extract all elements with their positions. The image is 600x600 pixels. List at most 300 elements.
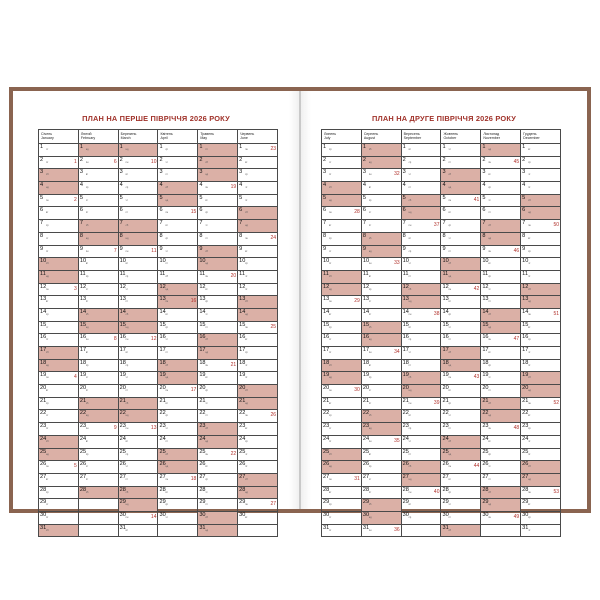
day-cell[interactable] <box>118 359 158 372</box>
day-cell[interactable] <box>118 232 158 245</box>
day-cell[interactable] <box>198 258 238 271</box>
day-cell[interactable] <box>481 207 521 220</box>
day-cell[interactable] <box>361 270 401 283</box>
day-cell[interactable] <box>39 486 79 499</box>
day-cell[interactable] <box>158 410 198 423</box>
day-cell[interactable] <box>118 410 158 423</box>
day-cell[interactable] <box>481 372 521 385</box>
day-cell[interactable] <box>118 245 158 258</box>
day-cell[interactable] <box>238 182 278 195</box>
day-cell[interactable] <box>78 410 118 423</box>
day-cell[interactable] <box>198 334 238 347</box>
day-cell[interactable] <box>238 245 278 258</box>
day-cell[interactable] <box>238 397 278 410</box>
day-cell[interactable] <box>481 169 521 182</box>
day-cell[interactable] <box>361 486 401 499</box>
day-cell[interactable] <box>401 359 441 372</box>
day-cell[interactable] <box>401 283 441 296</box>
day-cell[interactable] <box>238 486 278 499</box>
day-cell[interactable] <box>361 423 401 436</box>
day-cell[interactable] <box>521 308 561 321</box>
day-cell[interactable] <box>118 296 158 309</box>
day-cell[interactable] <box>481 258 521 271</box>
day-cell[interactable] <box>322 359 362 372</box>
day-cell[interactable] <box>322 473 362 486</box>
day-cell[interactable] <box>198 321 238 334</box>
day-cell[interactable] <box>238 308 278 321</box>
day-cell[interactable] <box>198 283 238 296</box>
day-cell[interactable] <box>198 473 238 486</box>
day-cell[interactable] <box>118 499 158 512</box>
day-cell[interactable] <box>521 296 561 309</box>
day-cell[interactable] <box>361 182 401 195</box>
day-cell[interactable] <box>118 283 158 296</box>
day-cell[interactable] <box>401 499 441 512</box>
day-cell[interactable] <box>521 372 561 385</box>
day-cell[interactable] <box>39 334 79 347</box>
day-cell[interactable] <box>521 207 561 220</box>
day-cell[interactable] <box>401 169 441 182</box>
day-cell[interactable] <box>39 144 79 157</box>
day-cell[interactable] <box>361 207 401 220</box>
day-cell[interactable] <box>198 169 238 182</box>
day-cell[interactable] <box>158 220 198 233</box>
day-cell[interactable] <box>198 232 238 245</box>
day-cell[interactable] <box>198 270 238 283</box>
day-cell[interactable] <box>78 397 118 410</box>
day-cell[interactable] <box>118 220 158 233</box>
day-cell[interactable] <box>158 270 198 283</box>
day-cell[interactable] <box>78 423 118 436</box>
day-cell[interactable] <box>118 435 158 448</box>
day-cell[interactable] <box>481 296 521 309</box>
day-cell[interactable] <box>198 397 238 410</box>
day-cell[interactable] <box>118 144 158 157</box>
day-cell[interactable] <box>118 385 158 398</box>
day-cell[interactable] <box>198 448 238 461</box>
day-cell[interactable] <box>198 220 238 233</box>
day-cell[interactable] <box>401 486 441 499</box>
day-cell[interactable] <box>441 232 481 245</box>
day-cell[interactable] <box>78 435 118 448</box>
day-cell[interactable] <box>158 321 198 334</box>
day-cell[interactable] <box>401 448 441 461</box>
day-cell[interactable] <box>361 258 401 271</box>
day-cell[interactable] <box>521 220 561 233</box>
day-cell[interactable] <box>238 296 278 309</box>
day-cell[interactable] <box>78 144 118 157</box>
day-cell[interactable] <box>521 359 561 372</box>
day-cell[interactable] <box>441 448 481 461</box>
day-cell[interactable] <box>78 270 118 283</box>
day-cell[interactable] <box>39 207 79 220</box>
day-cell[interactable] <box>78 473 118 486</box>
day-cell[interactable] <box>361 385 401 398</box>
day-cell[interactable] <box>441 220 481 233</box>
day-cell[interactable] <box>198 435 238 448</box>
day-cell[interactable] <box>441 486 481 499</box>
day-cell[interactable] <box>198 144 238 157</box>
day-cell[interactable] <box>78 385 118 398</box>
day-cell[interactable] <box>39 448 79 461</box>
day-cell[interactable] <box>521 156 561 169</box>
day-cell[interactable] <box>238 144 278 157</box>
day-cell[interactable] <box>118 461 158 474</box>
day-cell[interactable] <box>118 372 158 385</box>
day-cell[interactable] <box>481 283 521 296</box>
day-cell[interactable] <box>78 448 118 461</box>
day-cell[interactable] <box>322 321 362 334</box>
day-cell[interactable] <box>198 308 238 321</box>
day-cell[interactable] <box>401 473 441 486</box>
day-cell[interactable] <box>481 473 521 486</box>
day-cell[interactable] <box>361 448 401 461</box>
day-cell[interactable] <box>78 169 118 182</box>
day-cell[interactable] <box>401 308 441 321</box>
day-cell[interactable] <box>361 347 401 360</box>
day-cell[interactable] <box>238 207 278 220</box>
day-cell[interactable] <box>158 258 198 271</box>
day-cell[interactable] <box>158 207 198 220</box>
day-cell[interactable] <box>441 296 481 309</box>
day-cell[interactable] <box>158 423 198 436</box>
day-cell[interactable] <box>441 359 481 372</box>
day-cell[interactable] <box>441 207 481 220</box>
day-cell[interactable] <box>322 194 362 207</box>
day-cell[interactable] <box>481 321 521 334</box>
day-cell[interactable] <box>481 385 521 398</box>
day-cell[interactable] <box>118 169 158 182</box>
day-cell[interactable] <box>238 156 278 169</box>
day-cell[interactable] <box>39 397 79 410</box>
day-cell[interactable] <box>198 359 238 372</box>
day-cell[interactable] <box>118 448 158 461</box>
day-cell[interactable] <box>441 461 481 474</box>
day-cell[interactable] <box>118 423 158 436</box>
day-cell[interactable] <box>238 473 278 486</box>
day-cell[interactable] <box>158 511 198 524</box>
day-cell[interactable] <box>158 156 198 169</box>
day-cell[interactable] <box>481 359 521 372</box>
day-cell[interactable] <box>361 511 401 524</box>
day-cell[interactable] <box>441 435 481 448</box>
day-cell[interactable] <box>39 499 79 512</box>
day-cell[interactable] <box>39 308 79 321</box>
day-cell[interactable] <box>401 232 441 245</box>
day-cell[interactable] <box>78 283 118 296</box>
day-cell[interactable] <box>481 245 521 258</box>
day-cell[interactable] <box>481 194 521 207</box>
day-cell[interactable] <box>238 435 278 448</box>
day-cell[interactable] <box>39 258 79 271</box>
day-cell[interactable] <box>322 296 362 309</box>
day-cell[interactable] <box>361 334 401 347</box>
day-cell[interactable] <box>39 359 79 372</box>
day-cell[interactable] <box>198 410 238 423</box>
day-cell[interactable] <box>158 473 198 486</box>
day-cell[interactable] <box>39 182 79 195</box>
day-cell[interactable] <box>158 461 198 474</box>
day-cell[interactable] <box>322 423 362 436</box>
day-cell[interactable] <box>441 397 481 410</box>
day-cell[interactable] <box>521 473 561 486</box>
day-cell[interactable] <box>481 410 521 423</box>
day-cell[interactable] <box>361 156 401 169</box>
day-cell[interactable] <box>118 347 158 360</box>
day-cell[interactable] <box>118 308 158 321</box>
day-cell[interactable] <box>401 511 441 524</box>
day-cell[interactable] <box>158 347 198 360</box>
day-cell[interactable] <box>78 207 118 220</box>
day-cell[interactable] <box>441 308 481 321</box>
day-cell[interactable] <box>78 194 118 207</box>
day-cell[interactable] <box>238 448 278 461</box>
day-cell[interactable] <box>39 245 79 258</box>
day-cell[interactable] <box>238 410 278 423</box>
day-cell[interactable] <box>361 296 401 309</box>
day-cell[interactable] <box>118 321 158 334</box>
day-cell[interactable] <box>401 182 441 195</box>
day-cell[interactable] <box>361 308 401 321</box>
day-cell[interactable] <box>238 283 278 296</box>
day-cell[interactable] <box>521 347 561 360</box>
day-cell[interactable] <box>361 372 401 385</box>
day-cell[interactable] <box>238 232 278 245</box>
day-cell[interactable] <box>441 156 481 169</box>
day-cell[interactable] <box>401 435 441 448</box>
day-cell[interactable] <box>238 461 278 474</box>
day-cell[interactable] <box>401 258 441 271</box>
day-cell[interactable] <box>441 321 481 334</box>
day-cell[interactable] <box>322 270 362 283</box>
day-cell[interactable] <box>238 499 278 512</box>
day-cell[interactable] <box>401 321 441 334</box>
day-cell[interactable] <box>158 169 198 182</box>
day-cell[interactable] <box>158 397 198 410</box>
day-cell[interactable] <box>322 410 362 423</box>
day-cell[interactable] <box>401 334 441 347</box>
day-cell[interactable] <box>441 182 481 195</box>
day-cell[interactable] <box>118 524 158 537</box>
day-cell[interactable] <box>322 435 362 448</box>
day-cell[interactable] <box>521 423 561 436</box>
day-cell[interactable] <box>441 372 481 385</box>
day-cell[interactable] <box>481 156 521 169</box>
day-cell[interactable] <box>441 245 481 258</box>
day-cell[interactable] <box>401 385 441 398</box>
day-cell[interactable] <box>78 372 118 385</box>
day-cell[interactable] <box>441 194 481 207</box>
day-cell[interactable] <box>322 385 362 398</box>
day-cell[interactable] <box>481 347 521 360</box>
day-cell[interactable] <box>158 308 198 321</box>
day-cell[interactable] <box>401 410 441 423</box>
day-cell[interactable] <box>238 270 278 283</box>
day-cell[interactable] <box>441 385 481 398</box>
day-cell[interactable] <box>361 194 401 207</box>
day-cell[interactable] <box>521 334 561 347</box>
day-cell[interactable] <box>401 144 441 157</box>
day-cell[interactable] <box>238 359 278 372</box>
day-cell[interactable] <box>481 499 521 512</box>
day-cell[interactable] <box>78 182 118 195</box>
day-cell[interactable] <box>322 334 362 347</box>
day-cell[interactable] <box>481 334 521 347</box>
day-cell[interactable] <box>361 283 401 296</box>
day-cell[interactable] <box>322 156 362 169</box>
day-cell[interactable] <box>521 385 561 398</box>
day-cell[interactable] <box>238 258 278 271</box>
day-cell[interactable] <box>521 258 561 271</box>
day-cell[interactable] <box>39 524 79 537</box>
day-cell[interactable] <box>198 385 238 398</box>
day-cell[interactable] <box>118 473 158 486</box>
day-cell[interactable] <box>481 461 521 474</box>
day-cell[interactable] <box>361 169 401 182</box>
day-cell[interactable] <box>521 245 561 258</box>
day-cell[interactable] <box>158 194 198 207</box>
day-cell[interactable] <box>198 182 238 195</box>
day-cell[interactable] <box>118 194 158 207</box>
day-cell[interactable] <box>441 270 481 283</box>
day-cell[interactable] <box>39 511 79 524</box>
day-cell[interactable] <box>158 283 198 296</box>
day-cell[interactable] <box>198 207 238 220</box>
day-cell[interactable] <box>198 486 238 499</box>
day-cell[interactable] <box>198 372 238 385</box>
day-cell[interactable] <box>39 321 79 334</box>
day-cell[interactable] <box>361 461 401 474</box>
day-cell[interactable] <box>78 359 118 372</box>
day-cell[interactable] <box>118 207 158 220</box>
day-cell[interactable] <box>521 182 561 195</box>
day-cell[interactable] <box>39 410 79 423</box>
day-cell[interactable] <box>322 461 362 474</box>
day-cell[interactable] <box>401 347 441 360</box>
day-cell[interactable] <box>198 245 238 258</box>
day-cell[interactable] <box>39 194 79 207</box>
day-cell[interactable] <box>322 448 362 461</box>
day-cell[interactable] <box>158 435 198 448</box>
day-cell[interactable] <box>39 220 79 233</box>
day-cell[interactable] <box>78 245 118 258</box>
day-cell[interactable] <box>521 524 561 537</box>
day-cell[interactable] <box>39 435 79 448</box>
day-cell[interactable] <box>361 245 401 258</box>
day-cell[interactable] <box>158 245 198 258</box>
day-cell[interactable] <box>322 499 362 512</box>
day-cell[interactable] <box>158 359 198 372</box>
day-cell[interactable] <box>39 473 79 486</box>
day-cell[interactable] <box>78 258 118 271</box>
day-cell[interactable] <box>481 270 521 283</box>
day-cell[interactable] <box>521 410 561 423</box>
day-cell[interactable] <box>78 220 118 233</box>
day-cell[interactable] <box>441 499 481 512</box>
day-cell[interactable] <box>401 207 441 220</box>
day-cell[interactable] <box>481 511 521 524</box>
day-cell[interactable] <box>441 347 481 360</box>
day-cell[interactable] <box>481 144 521 157</box>
day-cell[interactable] <box>521 486 561 499</box>
day-cell[interactable] <box>198 347 238 360</box>
day-cell[interactable] <box>481 435 521 448</box>
day-cell[interactable] <box>158 372 198 385</box>
day-cell[interactable] <box>78 296 118 309</box>
day-cell[interactable] <box>198 461 238 474</box>
day-cell[interactable] <box>441 169 481 182</box>
day-cell[interactable] <box>158 486 198 499</box>
day-cell[interactable] <box>401 194 441 207</box>
day-cell[interactable] <box>401 397 441 410</box>
day-cell[interactable] <box>118 156 158 169</box>
day-cell[interactable] <box>238 385 278 398</box>
day-cell[interactable] <box>481 486 521 499</box>
day-cell[interactable] <box>198 524 238 537</box>
day-cell[interactable] <box>39 296 79 309</box>
day-cell[interactable] <box>118 511 158 524</box>
day-cell[interactable] <box>238 372 278 385</box>
day-cell[interactable] <box>198 194 238 207</box>
day-cell[interactable] <box>158 385 198 398</box>
day-cell[interactable] <box>322 207 362 220</box>
day-cell[interactable] <box>118 397 158 410</box>
day-cell[interactable] <box>401 270 441 283</box>
day-cell[interactable] <box>322 372 362 385</box>
day-cell[interactable] <box>361 435 401 448</box>
day-cell[interactable] <box>322 511 362 524</box>
day-cell[interactable] <box>238 194 278 207</box>
day-cell[interactable] <box>238 334 278 347</box>
day-cell[interactable] <box>39 156 79 169</box>
day-cell[interactable] <box>322 144 362 157</box>
day-cell[interactable] <box>361 220 401 233</box>
day-cell[interactable] <box>481 220 521 233</box>
day-cell[interactable] <box>361 499 401 512</box>
day-cell[interactable] <box>441 423 481 436</box>
day-cell[interactable] <box>78 156 118 169</box>
day-cell[interactable] <box>322 245 362 258</box>
day-cell[interactable] <box>78 461 118 474</box>
day-cell[interactable] <box>39 461 79 474</box>
day-cell[interactable] <box>361 410 401 423</box>
day-cell[interactable] <box>78 308 118 321</box>
day-cell[interactable] <box>118 258 158 271</box>
day-cell[interactable] <box>238 347 278 360</box>
day-cell[interactable] <box>481 308 521 321</box>
day-cell[interactable] <box>322 347 362 360</box>
day-cell[interactable] <box>521 270 561 283</box>
day-cell[interactable] <box>481 232 521 245</box>
day-cell[interactable] <box>361 397 401 410</box>
day-cell[interactable] <box>39 169 79 182</box>
day-cell[interactable] <box>441 511 481 524</box>
day-cell[interactable] <box>39 347 79 360</box>
day-cell[interactable] <box>198 423 238 436</box>
day-cell[interactable] <box>361 359 401 372</box>
day-cell[interactable] <box>441 283 481 296</box>
day-cell[interactable] <box>158 448 198 461</box>
day-cell[interactable] <box>39 372 79 385</box>
day-cell[interactable] <box>521 194 561 207</box>
day-cell[interactable] <box>198 156 238 169</box>
day-cell[interactable] <box>441 524 481 537</box>
day-cell[interactable] <box>118 182 158 195</box>
day-cell[interactable] <box>198 511 238 524</box>
day-cell[interactable] <box>238 511 278 524</box>
day-cell[interactable] <box>521 321 561 334</box>
day-cell[interactable] <box>322 169 362 182</box>
